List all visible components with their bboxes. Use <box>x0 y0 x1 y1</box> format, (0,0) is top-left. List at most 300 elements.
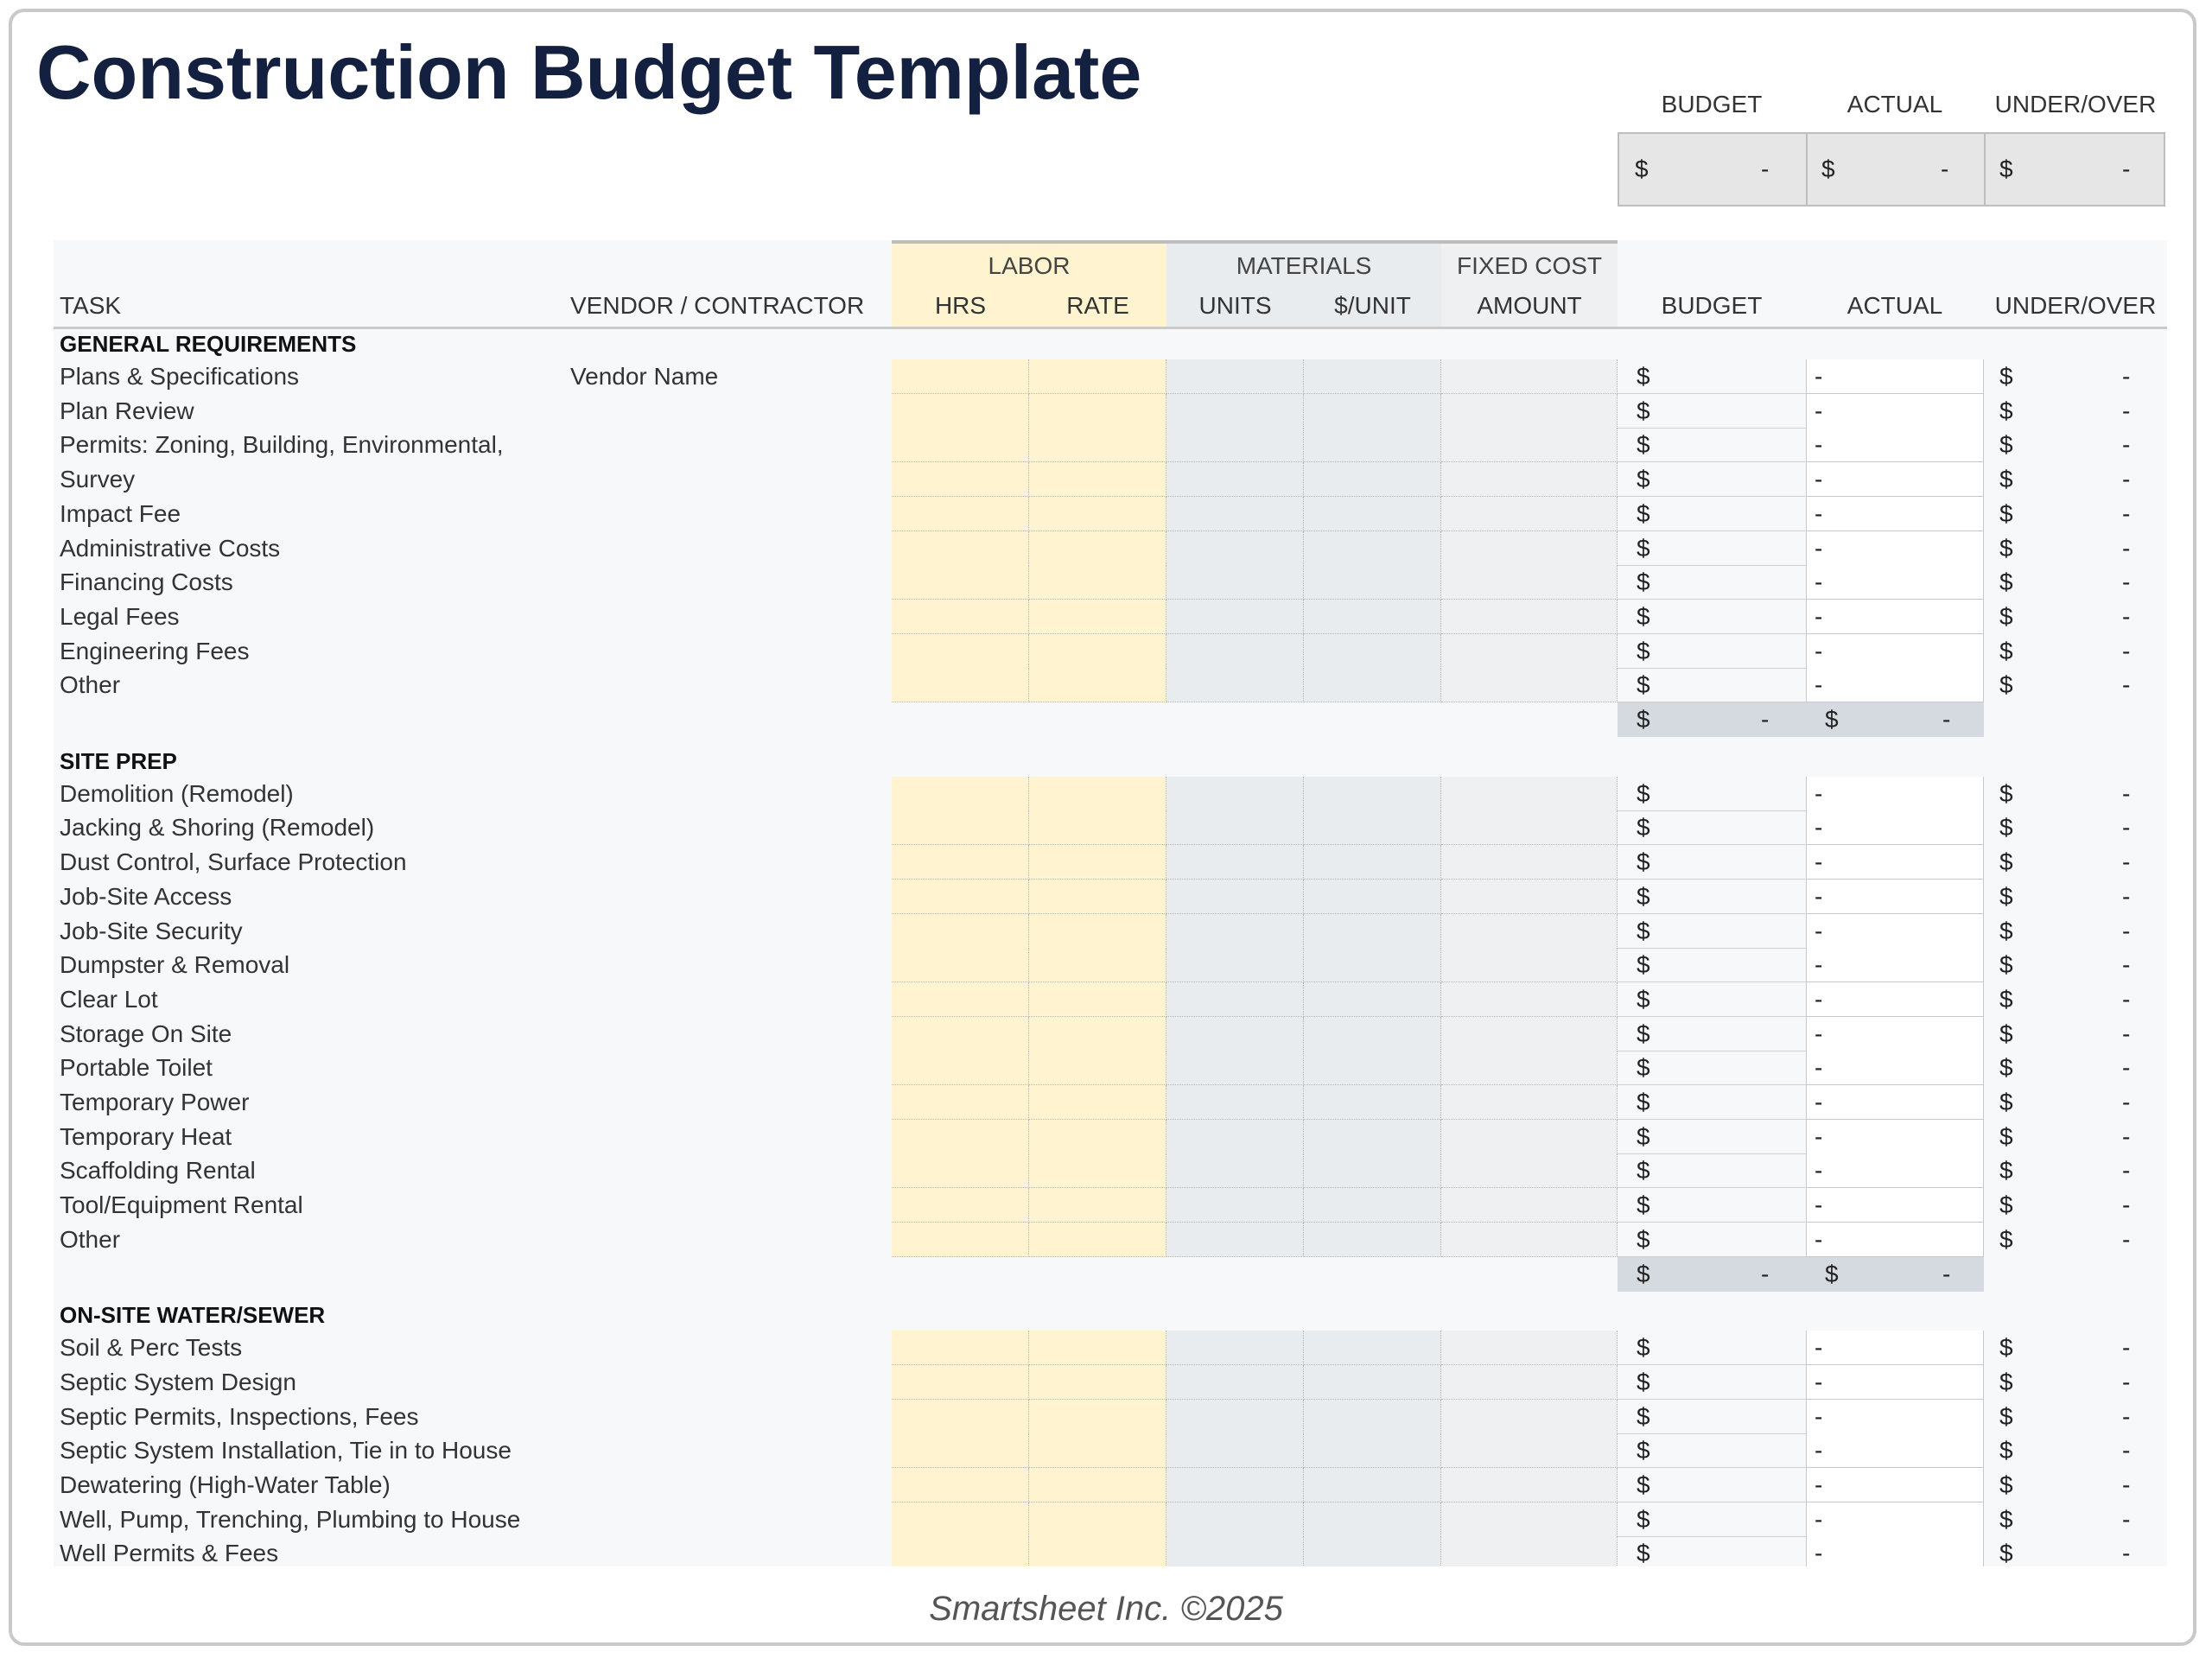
actual-cell[interactable] <box>1806 1468 1984 1502</box>
units-cell[interactable] <box>1166 1433 1304 1468</box>
hrs-cell[interactable] <box>892 668 1029 702</box>
budget-currency: $ <box>1637 1157 1650 1185</box>
amount-cell[interactable] <box>1441 1502 1618 1537</box>
under-over-currency: $ <box>1999 917 2013 944</box>
amount-cell[interactable] <box>1441 1433 1618 1468</box>
budget-currency: $ <box>1637 1402 1650 1430</box>
hrs-cell[interactable] <box>892 880 1029 914</box>
actual-cell[interactable] <box>1806 1331 1984 1365</box>
task-name[interactable]: Portable Toilet <box>60 1054 213 1082</box>
units-cell[interactable] <box>1166 531 1304 566</box>
rate-cell[interactable] <box>1029 600 1166 634</box>
units-cell[interactable] <box>1166 1400 1304 1434</box>
task-name[interactable]: Other <box>60 671 121 699</box>
task-name[interactable]: Jacking & Shoring (Remodel) <box>60 814 375 842</box>
hrs-cell[interactable] <box>892 1365 1029 1400</box>
vendor-header: VENDOR / CONTRACTOR <box>570 292 865 319</box>
budget-cell <box>1618 1017 1806 1051</box>
hrs-cell[interactable] <box>892 359 1029 394</box>
units-cell[interactable] <box>1166 1188 1304 1223</box>
per-unit-cell[interactable] <box>1304 1188 1441 1223</box>
budget-cell <box>1618 394 1806 429</box>
rate-cell[interactable] <box>1029 1331 1166 1365</box>
amount-cell[interactable] <box>1441 668 1618 702</box>
under-over-currency: $ <box>1999 985 2013 1013</box>
hrs-cell[interactable] <box>892 1120 1029 1154</box>
actual-cell[interactable] <box>1806 1188 1984 1223</box>
summary-budget-value[interactable]: - <box>1761 156 1770 182</box>
per-unit-cell[interactable] <box>1304 1017 1441 1051</box>
units-cell[interactable] <box>1166 1331 1304 1365</box>
under-over-currency: $ <box>1999 1191 2013 1219</box>
under-over-currency: $ <box>1999 363 2013 390</box>
actual-cell[interactable] <box>1806 1433 1984 1468</box>
budget-currency: $ <box>1637 397 1650 424</box>
hrs-cell[interactable] <box>892 428 1029 462</box>
budget-cell <box>1618 982 1806 1017</box>
task-name[interactable]: Job-Site Security <box>60 917 243 944</box>
under-over-value: - <box>2122 431 2131 459</box>
budget-value: - <box>1815 1089 1823 1115</box>
table-row <box>54 1188 2167 1223</box>
rate-cell[interactable] <box>1029 777 1166 811</box>
under-over-currency: $ <box>1999 499 2013 527</box>
per-unit-cell[interactable] <box>1304 1120 1441 1154</box>
actual-cell[interactable] <box>1806 531 1984 566</box>
budget-cell <box>1618 1085 1806 1120</box>
task-name[interactable]: Demolition (Remodel) <box>60 779 294 807</box>
amount-cell[interactable] <box>1441 428 1618 462</box>
budget-value: - <box>1815 1540 1823 1566</box>
hrs-cell[interactable] <box>892 1153 1029 1188</box>
under-over-currency: $ <box>1999 1157 2013 1185</box>
per-unit-cell[interactable] <box>1304 668 1441 702</box>
under-over-value: - <box>2122 602 2131 630</box>
actual-cell[interactable] <box>1806 359 1984 394</box>
actual-cell[interactable] <box>1806 914 1984 949</box>
actual-cell[interactable] <box>1806 1502 1984 1537</box>
hrs-cell[interactable] <box>892 531 1029 566</box>
rate-cell[interactable] <box>1029 1365 1166 1400</box>
hrs-cell[interactable] <box>892 1085 1029 1120</box>
units-cell[interactable] <box>1166 845 1304 880</box>
amount-cell[interactable] <box>1441 1536 1618 1566</box>
hrs-header: HRS <box>934 292 987 319</box>
under-over-value: - <box>2122 534 2131 562</box>
per-unit-cell[interactable] <box>1304 1085 1441 1120</box>
rate-cell[interactable] <box>1029 1188 1166 1223</box>
summary-under-over-currency: $ <box>1999 156 2013 182</box>
task-name[interactable]: Plan Review <box>60 397 194 424</box>
units-cell[interactable] <box>1166 1051 1304 1085</box>
hrs-cell[interactable] <box>892 777 1029 811</box>
amount-cell[interactable] <box>1441 1400 1618 1434</box>
budget-currency: $ <box>1637 466 1650 493</box>
units-cell[interactable] <box>1166 914 1304 949</box>
rate-cell[interactable] <box>1029 359 1166 394</box>
amount-cell[interactable] <box>1441 777 1618 811</box>
actual-cell[interactable] <box>1806 600 1984 634</box>
actual-cell[interactable] <box>1806 394 1984 429</box>
under-over-currency: $ <box>1999 466 2013 493</box>
actual-cell[interactable] <box>1806 428 1984 462</box>
units-cell[interactable] <box>1166 668 1304 702</box>
task-name[interactable]: Septic System Installation, Tie in to House <box>60 1437 512 1464</box>
rate-cell[interactable] <box>1029 1223 1166 1257</box>
actual-cell[interactable] <box>1806 777 1984 811</box>
under-over-currency: $ <box>1999 569 2013 596</box>
rate-cell[interactable] <box>1029 634 1166 669</box>
actual-cell[interactable] <box>1806 1153 1984 1188</box>
per-unit-cell[interactable] <box>1304 1223 1441 1257</box>
units-cell[interactable] <box>1166 359 1304 394</box>
per-unit-cell[interactable] <box>1304 1433 1441 1468</box>
actual-cell[interactable] <box>1806 982 1984 1017</box>
task-name[interactable]: Tool/Equipment Rental <box>60 1191 303 1219</box>
amount-cell[interactable] <box>1441 845 1618 880</box>
amount-cell[interactable] <box>1441 394 1618 429</box>
amount-cell[interactable] <box>1441 914 1618 949</box>
actual-cell[interactable] <box>1806 1051 1984 1085</box>
table-row <box>54 565 2167 600</box>
hrs-cell[interactable] <box>892 394 1029 429</box>
amount-cell[interactable] <box>1441 948 1618 982</box>
rate-cell[interactable] <box>1029 531 1166 566</box>
rate-cell[interactable] <box>1029 1085 1166 1120</box>
hrs-cell[interactable] <box>892 634 1029 669</box>
amount-cell[interactable] <box>1441 1188 1618 1223</box>
subtotal-budget-value: - <box>1761 706 1770 733</box>
amount-cell[interactable] <box>1441 600 1618 634</box>
table-row <box>54 1433 2167 1468</box>
units-cell[interactable] <box>1166 1085 1304 1120</box>
task-name[interactable]: Survey <box>60 466 136 493</box>
hrs-cell[interactable] <box>892 948 1029 982</box>
task-name[interactable]: Temporary Power <box>60 1089 250 1115</box>
per-unit-cell[interactable] <box>1304 394 1441 429</box>
rate-cell[interactable] <box>1029 845 1166 880</box>
task-name[interactable]: Financing Costs <box>60 569 233 596</box>
rate-cell[interactable] <box>1029 1017 1166 1051</box>
task-name[interactable]: Dust Control, Surface Protection <box>60 848 407 876</box>
actual-cell[interactable] <box>1806 810 1984 845</box>
units-cell[interactable] <box>1166 1153 1304 1188</box>
per-unit-cell[interactable] <box>1304 1051 1441 1085</box>
units-cell[interactable] <box>1166 565 1304 600</box>
table-row <box>54 394 2167 429</box>
per-unit-cell[interactable] <box>1304 359 1441 394</box>
summary-totals <box>1618 132 2165 206</box>
task-name[interactable]: Impact Fee <box>60 499 181 527</box>
units-cell[interactable] <box>1166 1223 1304 1257</box>
task-name[interactable]: Storage On Site <box>60 1020 232 1047</box>
actual-cell[interactable] <box>1806 634 1984 669</box>
summary-actual-value[interactable]: - <box>1941 156 1949 182</box>
hrs-cell[interactable] <box>892 1502 1029 1537</box>
hrs-cell[interactable] <box>892 1400 1029 1434</box>
under-over-value: - <box>2122 1334 2131 1362</box>
hrs-cell[interactable] <box>892 914 1029 949</box>
under-over-currency: $ <box>1999 882 2013 910</box>
per-unit-cell[interactable] <box>1304 880 1441 914</box>
per-unit-cell[interactable] <box>1304 1468 1441 1502</box>
hrs-cell[interactable] <box>892 497 1029 531</box>
table-row <box>54 880 2167 914</box>
task-name[interactable]: Engineering Fees <box>60 637 250 664</box>
per-unit-cell[interactable] <box>1304 428 1441 462</box>
under-over-currency: $ <box>1999 1089 2013 1115</box>
amount-cell[interactable] <box>1441 497 1618 531</box>
actual-cell[interactable] <box>1806 948 1984 982</box>
rate-cell[interactable] <box>1029 1536 1166 1566</box>
actual-cell[interactable] <box>1806 1536 1984 1566</box>
actual-cell[interactable] <box>1806 497 1984 531</box>
task-name[interactable]: Clear Lot <box>60 985 158 1013</box>
units-cell[interactable] <box>1166 982 1304 1017</box>
per-unit-cell[interactable] <box>1304 565 1441 600</box>
under-over-value: - <box>2122 1157 2131 1185</box>
amount-cell[interactable] <box>1441 1331 1618 1365</box>
amount-header: AMOUNT <box>1477 292 1582 319</box>
table-row <box>54 777 2167 811</box>
budget-cell <box>1618 1153 1806 1188</box>
rate-cell[interactable] <box>1029 1468 1166 1502</box>
per-unit-cell[interactable] <box>1304 1331 1441 1365</box>
rate-cell[interactable] <box>1029 810 1166 845</box>
under-over-value: - <box>2122 917 2131 944</box>
hrs-cell[interactable] <box>892 1331 1029 1365</box>
rate-cell[interactable] <box>1029 394 1166 429</box>
hrs-cell[interactable] <box>892 600 1029 634</box>
budget-cell <box>1618 1120 1806 1154</box>
actual-cell[interactable] <box>1806 462 1984 497</box>
materials-group-header: MATERIALS <box>1236 252 1372 279</box>
hrs-cell[interactable] <box>892 1223 1029 1257</box>
hrs-cell[interactable] <box>892 1051 1029 1085</box>
actual-cell[interactable] <box>1806 1017 1984 1051</box>
under-over-currency: $ <box>1999 779 2013 807</box>
under-over-value: - <box>2122 1368 2131 1395</box>
per-unit-cell[interactable] <box>1304 914 1441 949</box>
hrs-cell[interactable] <box>892 462 1029 497</box>
under-over-value: - <box>2122 671 2131 699</box>
rate-cell[interactable] <box>1029 982 1166 1017</box>
summary-divider <box>1984 134 1986 205</box>
task-name[interactable]: Scaffolding Rental <box>60 1157 256 1185</box>
per-unit-cell[interactable] <box>1304 462 1441 497</box>
rate-cell[interactable] <box>1029 1400 1166 1434</box>
amount-cell[interactable] <box>1441 359 1618 394</box>
budget-currency: $ <box>1637 1089 1650 1115</box>
budget-currency: $ <box>1637 1368 1650 1395</box>
budget-currency: $ <box>1637 1225 1650 1253</box>
actual-cell[interactable] <box>1806 1085 1984 1120</box>
under-over-value: - <box>2122 882 2131 910</box>
units-cell[interactable] <box>1166 394 1304 429</box>
per-unit-cell[interactable] <box>1304 531 1441 566</box>
task-name[interactable]: Well, Pump, Trenching, Plumbing to House <box>60 1505 521 1533</box>
rate-cell[interactable] <box>1029 948 1166 982</box>
task-name[interactable]: Plans & Specifications <box>60 363 300 390</box>
units-cell[interactable] <box>1166 634 1304 669</box>
task-name[interactable]: Permits: Zoning, Building, Environmental, <box>60 431 504 459</box>
units-cell[interactable] <box>1166 1502 1304 1537</box>
summary-budget-currency: $ <box>1635 156 1649 182</box>
units-cell[interactable] <box>1166 880 1304 914</box>
rate-cell[interactable] <box>1029 1433 1166 1468</box>
rate-cell[interactable] <box>1029 565 1166 600</box>
task-name[interactable]: Well Permits & Fees <box>60 1540 279 1566</box>
amount-cell[interactable] <box>1441 1051 1618 1085</box>
per-unit-cell[interactable] <box>1304 948 1441 982</box>
budget-cell <box>1618 497 1806 531</box>
amount-cell[interactable] <box>1441 982 1618 1017</box>
actual-cell[interactable] <box>1806 1120 1984 1154</box>
hrs-cell[interactable] <box>892 845 1029 880</box>
summary-under-over-value[interactable]: - <box>2122 156 2131 182</box>
under-over-currency: $ <box>1999 1471 2013 1498</box>
units-cell[interactable] <box>1166 1536 1304 1566</box>
actual-cell[interactable] <box>1806 668 1984 702</box>
per-unit-cell[interactable] <box>1304 634 1441 669</box>
per-unit-cell[interactable] <box>1304 982 1441 1017</box>
task-name[interactable]: Administrative Costs <box>60 534 281 562</box>
vendor-name[interactable]: Vendor Name <box>570 363 719 390</box>
per-unit-cell[interactable] <box>1304 1400 1441 1434</box>
actual-cell[interactable] <box>1806 1223 1984 1257</box>
rate-cell[interactable] <box>1029 668 1166 702</box>
amount-cell[interactable] <box>1441 1017 1618 1051</box>
header-divider <box>54 327 2167 329</box>
task-name[interactable]: Dumpster & Removal <box>60 951 290 979</box>
table-row <box>54 1085 2167 1120</box>
rate-cell[interactable] <box>1029 1120 1166 1154</box>
units-cell[interactable] <box>1166 948 1304 982</box>
actual-cell[interactable] <box>1806 845 1984 880</box>
task-name[interactable]: Septic System Design <box>60 1368 296 1395</box>
hrs-cell[interactable] <box>892 982 1029 1017</box>
task-name[interactable]: Temporary Heat <box>60 1122 232 1150</box>
budget-value: - <box>1815 534 1823 562</box>
rate-cell[interactable] <box>1029 428 1166 462</box>
hrs-cell[interactable] <box>892 1468 1029 1502</box>
amount-cell[interactable] <box>1441 565 1618 600</box>
budget-cell <box>1618 462 1806 497</box>
amount-cell[interactable] <box>1441 531 1618 566</box>
under-over-currency: $ <box>1999 602 2013 630</box>
task-name[interactable]: Legal Fees <box>60 602 180 630</box>
budget-cell <box>1618 1433 1806 1468</box>
rate-cell[interactable] <box>1029 497 1166 531</box>
amount-cell[interactable] <box>1441 1153 1618 1188</box>
per-unit-cell[interactable] <box>1304 1365 1441 1400</box>
rate-cell[interactable] <box>1029 1153 1166 1188</box>
units-cell[interactable] <box>1166 497 1304 531</box>
subtotal-budget-currency: $ <box>1637 706 1650 733</box>
amount-cell[interactable] <box>1441 1468 1618 1502</box>
rate-cell[interactable] <box>1029 1051 1166 1085</box>
units-cell[interactable] <box>1166 1017 1304 1051</box>
hrs-cell[interactable] <box>892 810 1029 845</box>
amount-cell[interactable] <box>1441 1365 1618 1400</box>
task-header: TASK <box>60 292 122 319</box>
per-unit-cell[interactable] <box>1304 1502 1441 1537</box>
amount-cell[interactable] <box>1441 634 1618 669</box>
units-cell[interactable] <box>1166 428 1304 462</box>
per-unit-cell[interactable] <box>1304 777 1441 811</box>
subtotal-actual-currency: $ <box>1825 706 1839 733</box>
units-cell[interactable] <box>1166 1365 1304 1400</box>
per-unit-cell[interactable] <box>1304 600 1441 634</box>
units-cell[interactable] <box>1166 1468 1304 1502</box>
budget-currency: $ <box>1637 431 1650 459</box>
task-name[interactable]: Other <box>60 1225 121 1253</box>
budget-currency: $ <box>1637 569 1650 596</box>
amount-cell[interactable] <box>1441 810 1618 845</box>
budget-value: - <box>1815 985 1823 1013</box>
amount-cell[interactable] <box>1441 462 1618 497</box>
units-cell[interactable] <box>1166 1120 1304 1154</box>
under-over-value: - <box>2122 814 2131 842</box>
rate-cell[interactable] <box>1029 462 1166 497</box>
per-unit-cell[interactable] <box>1304 1536 1441 1566</box>
budget-value: - <box>1815 1437 1823 1464</box>
table-row <box>54 948 2167 982</box>
per-unit-cell[interactable] <box>1304 497 1441 531</box>
hrs-cell[interactable] <box>892 565 1029 600</box>
amount-cell[interactable] <box>1441 880 1618 914</box>
hrs-cell[interactable] <box>892 1188 1029 1223</box>
rate-cell[interactable] <box>1029 880 1166 914</box>
actual-cell[interactable] <box>1806 880 1984 914</box>
under-over-currency: $ <box>1999 1122 2013 1150</box>
task-name[interactable]: Septic Permits, Inspections, Fees <box>60 1402 419 1430</box>
units-cell[interactable] <box>1166 777 1304 811</box>
budget-currency: $ <box>1637 1437 1650 1464</box>
rate-cell[interactable] <box>1029 914 1166 949</box>
rate-cell[interactable] <box>1029 1502 1166 1537</box>
hrs-cell[interactable] <box>892 1536 1029 1566</box>
hrs-cell[interactable] <box>892 1433 1029 1468</box>
section-title: GENERAL REQUIREMENTS <box>60 331 357 357</box>
units-cell[interactable] <box>1166 600 1304 634</box>
amount-cell[interactable] <box>1441 1223 1618 1257</box>
units-cell[interactable] <box>1166 810 1304 845</box>
section-title: ON-SITE WATER/SEWER <box>60 1302 326 1329</box>
summary-actual-header: ACTUAL <box>1847 91 1943 118</box>
budget-cell <box>1618 810 1806 845</box>
subtotal-actual-value: - <box>1942 706 1951 733</box>
actual-cell[interactable] <box>1806 565 1984 600</box>
units-cell[interactable] <box>1166 462 1304 497</box>
amount-cell[interactable] <box>1441 1120 1618 1154</box>
under-over-value: - <box>2122 1089 2131 1115</box>
task-name[interactable]: Dewatering (High-Water Table) <box>60 1471 391 1498</box>
budget-value: - <box>1815 917 1823 944</box>
per-unit-cell[interactable] <box>1304 845 1441 880</box>
actual-cell[interactable] <box>1806 1400 1984 1434</box>
per-unit-cell[interactable] <box>1304 810 1441 845</box>
per-unit-cell[interactable] <box>1304 1153 1441 1188</box>
task-name[interactable]: Job-Site Access <box>60 882 232 910</box>
amount-cell[interactable] <box>1441 1085 1618 1120</box>
task-name[interactable]: Soil & Perc Tests <box>60 1334 243 1362</box>
table-row <box>54 1536 2167 1566</box>
actual-cell[interactable] <box>1806 1365 1984 1400</box>
under-over-value: - <box>2122 1122 2131 1150</box>
under-over-value: - <box>2122 1505 2131 1533</box>
hrs-cell[interactable] <box>892 1017 1029 1051</box>
